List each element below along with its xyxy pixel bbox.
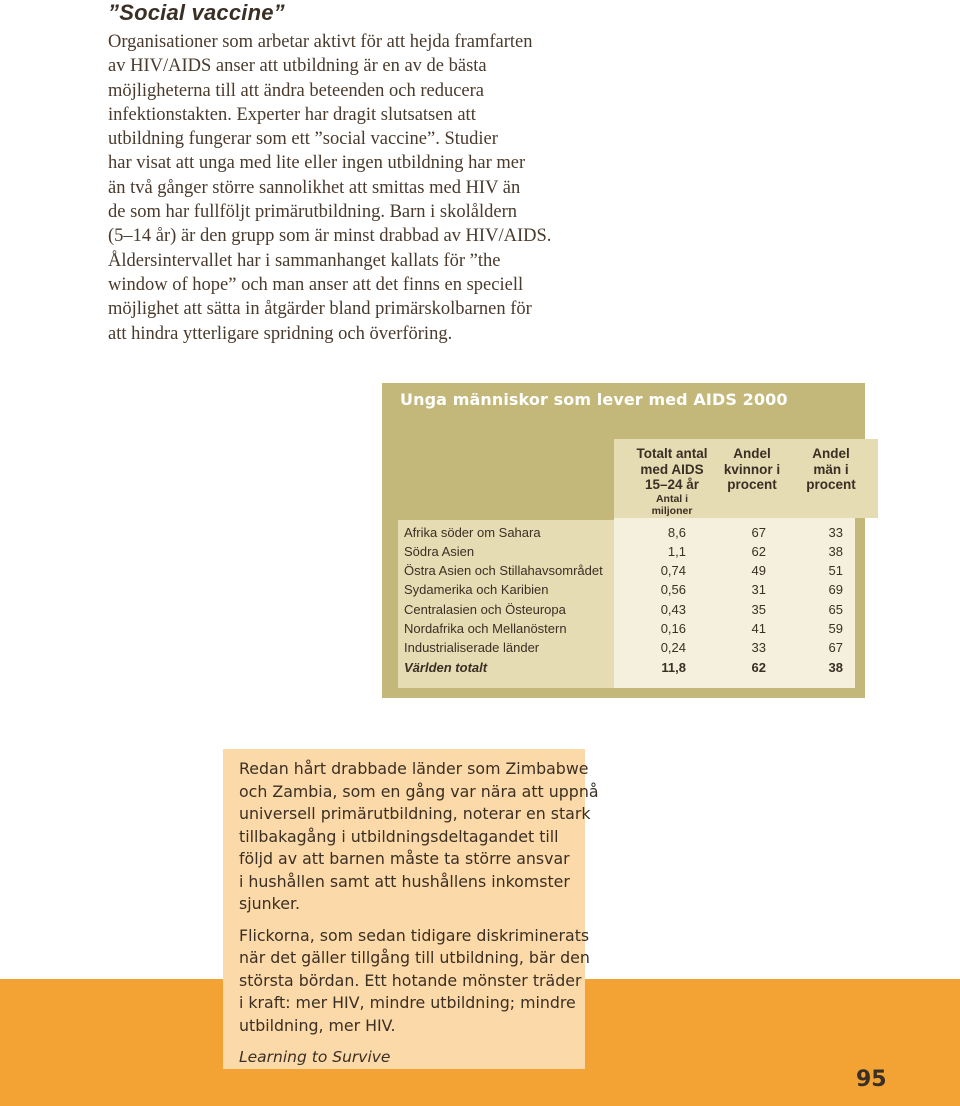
column-header-unit-line: miljoner xyxy=(651,505,693,517)
column-header-total-unit xyxy=(624,493,720,517)
table-row xyxy=(404,523,844,542)
quote-line: utbildning, mer HIV. xyxy=(239,1015,396,1035)
quote-line: största bördan. Ett hotande mönster träder xyxy=(239,970,582,990)
body-line: Åldersintervallet har i sammanhanget kallats för ”the xyxy=(108,250,501,271)
column-header-line: män i xyxy=(813,461,849,477)
column-header-line: med AIDS xyxy=(640,461,704,477)
quote-line: Flickorna, som sedan tidigare diskriminerats xyxy=(239,925,590,945)
column-header-line: Andel xyxy=(733,446,771,461)
body-line: window of hope” och man anser att det finns en speciell xyxy=(108,274,524,295)
men-percent: 38 xyxy=(828,660,843,675)
women-percent: 41 xyxy=(751,621,766,636)
quote-text xyxy=(239,758,599,1069)
body-line: Organisationer som arbetar aktivt för att hejda framfarten xyxy=(108,32,533,52)
total-value: 8,6 xyxy=(667,525,686,540)
quote-line: i hushållen samt att hushållens inkomster xyxy=(239,871,570,891)
quote-source: Learning to Survive xyxy=(239,1048,391,1066)
quote-line: sjunker. xyxy=(239,894,301,913)
body-line: att hindra ytterligare spridning och överföring. xyxy=(108,323,453,344)
column-header-unit-line: Antal i xyxy=(655,493,689,505)
region-name: Södra Asien xyxy=(404,544,475,559)
body-paragraph xyxy=(108,30,588,346)
body-line: infektionstakten. Experter har dragit slutsatsen att xyxy=(108,104,476,125)
region-name: Centralasien och Östeuropa xyxy=(404,602,566,617)
quote-line: universell primärutbildning, noterar en stark xyxy=(239,804,591,823)
body-line: av HIV/AIDS anser att utbildning är en av de bästa xyxy=(108,56,487,77)
body-line: har visat att unga med lite eller ingen utbildning har mer xyxy=(108,153,526,174)
table-row xyxy=(404,542,844,561)
column-header-line: 15–24 år xyxy=(644,477,700,492)
quote-line: följd av att barnen måste ta större ansvar xyxy=(239,849,570,868)
page-number: 95 xyxy=(856,1067,887,1092)
column-header-line: Andel xyxy=(812,446,850,461)
table-total-row xyxy=(404,658,844,677)
total-value: 0,43 xyxy=(660,602,686,617)
region-name: Sydamerika och Karibien xyxy=(404,582,549,597)
body-line: möjlighet att sätta in åtgärder bland primärskolbarnen för xyxy=(108,299,532,320)
total-value: 0,56 xyxy=(660,582,686,597)
quote-line: Redan hårt drabbade länder som Zimbabwe xyxy=(239,759,589,778)
men-percent: 69 xyxy=(828,582,843,597)
women-percent: 31 xyxy=(751,582,766,597)
men-percent: 38 xyxy=(828,544,843,559)
column-header-line: Totalt antal xyxy=(636,446,708,461)
quote-line: när det gäller tillgång till utbildning, bär den xyxy=(239,948,590,967)
body-line: (5–14 år) är den grupp som är minst drabbad av HIV/AIDS. xyxy=(108,226,552,247)
region-name: Världen totalt xyxy=(404,660,488,675)
total-value: 1,1 xyxy=(667,544,686,559)
men-percent: 65 xyxy=(828,602,843,617)
paragraph-gap xyxy=(239,1037,584,1046)
column-header-line: procent xyxy=(727,477,777,492)
region-name: Nordafrika och Mellanöstern xyxy=(404,621,567,636)
column-header-men xyxy=(795,446,867,493)
body-line: de som har fullföljt primärutbildning. Barn i skolåldern xyxy=(108,202,517,223)
total-value: 0,24 xyxy=(660,640,686,655)
men-percent: 51 xyxy=(828,563,843,578)
men-percent: 59 xyxy=(828,621,843,636)
total-value: 0,74 xyxy=(660,563,686,578)
quote-line: och Zambia, som en gång var nära att uppnå xyxy=(239,781,599,801)
men-percent: 67 xyxy=(828,640,843,655)
body-line: än två gånger större sannolikhet att smittas med HIV än xyxy=(108,177,521,198)
region-name: Östra Asien och Stillahavsområdet xyxy=(404,563,603,578)
region-name: Industrialiserade länder xyxy=(404,640,540,655)
women-percent: 49 xyxy=(751,563,766,578)
total-value: 11,8 xyxy=(661,660,686,675)
men-percent: 33 xyxy=(828,525,843,540)
table-row xyxy=(404,600,844,619)
quote-line: tillbakagång i utbildningsdeltagandet till xyxy=(239,826,559,846)
column-header-women xyxy=(712,446,792,493)
column-header-line: kvinnor i xyxy=(723,461,781,477)
women-percent: 62 xyxy=(751,544,766,559)
table-row xyxy=(404,561,844,580)
column-header-line: procent xyxy=(806,477,856,492)
women-percent: 67 xyxy=(751,525,766,540)
paragraph-gap xyxy=(239,916,584,925)
women-percent: 33 xyxy=(751,640,766,655)
table-row xyxy=(404,638,844,657)
total-value: 0,16 xyxy=(660,621,686,636)
column-header-total xyxy=(624,446,720,493)
table-row xyxy=(404,619,844,638)
region-name: Afrika söder om Sahara xyxy=(404,525,541,540)
body-line: utbildning fungerar som ett ”social vaccine”. Studier xyxy=(108,129,498,150)
section-heading: ”Social vaccine” xyxy=(108,0,285,25)
women-percent: 62 xyxy=(751,660,766,675)
table-row xyxy=(404,580,844,599)
body-line: möjligheterna till att ändra beteenden och reducera xyxy=(108,80,484,101)
table-title: Unga människor som lever med AIDS 2000 xyxy=(400,390,788,409)
women-percent: 35 xyxy=(751,602,766,617)
quote-line: i kraft: mer HIV, mindre utbildning; mindre xyxy=(239,993,576,1012)
